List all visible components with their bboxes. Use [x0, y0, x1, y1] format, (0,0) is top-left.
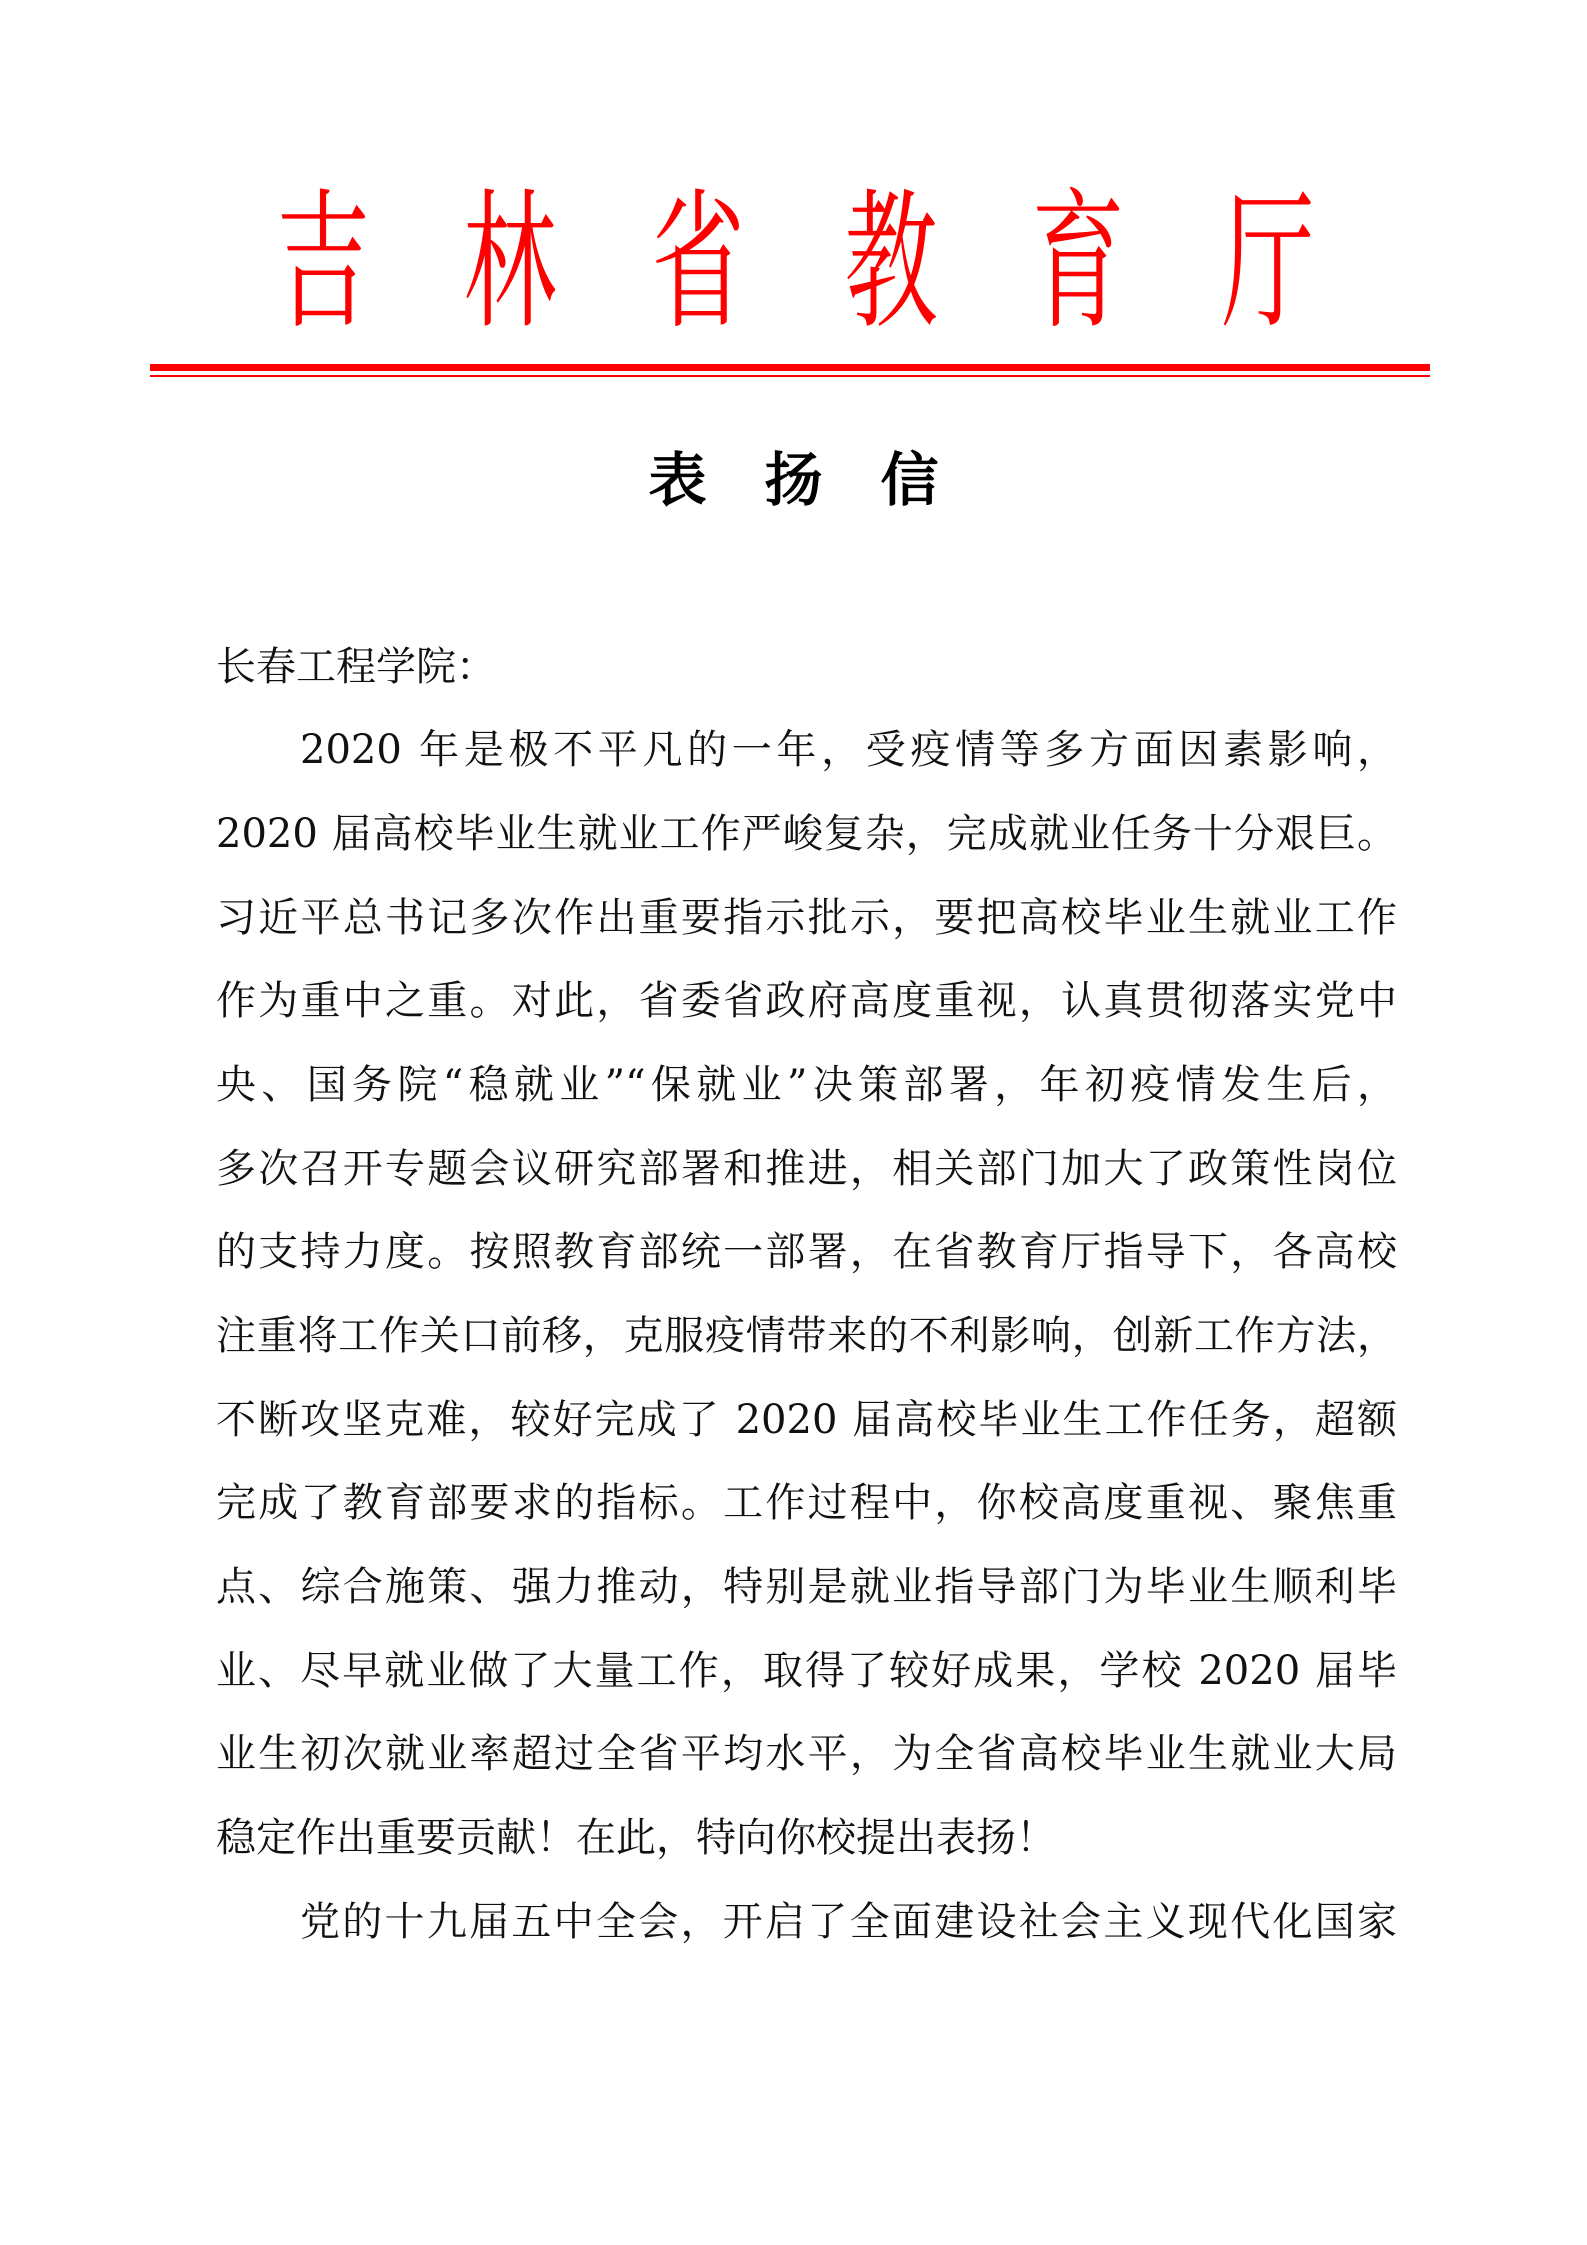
body-line: 习近平总书记多次作出重要指示批示，要把高校毕业生就业工作: [216, 895, 1397, 941]
body-line: 点、综合施策、强力推动，特别是就业指导部门为毕业生顺利毕: [216, 1564, 1397, 1610]
body-line: 注重将工作关口前移，克服疫情带来的不利影响，创新工作方法，: [216, 1313, 1397, 1359]
body-line: 完成了教育部要求的指标。工作过程中，你校高度重视、聚焦重: [216, 1480, 1397, 1526]
body-line: 不断攻坚克难，较好完成了 2020 届高校毕业生工作任务，超额: [216, 1397, 1397, 1443]
body-line: 的支持力度。按照教育部统一部署，在省教育厅指导下，各高校: [216, 1229, 1397, 1275]
letterhead-divider-thick: [150, 364, 1430, 371]
body-line: 党的十九届五中全会，开启了全面建设社会主义现代化国家: [300, 1899, 1397, 1945]
body-line: 稳定作出重要贡献！在此，特向你校提出表扬！: [216, 1815, 1056, 1861]
body-line: 2020 届高校毕业生就业工作严峻复杂，完成就业任务十分艰巨。: [216, 811, 1397, 857]
body-line: 业、尽早就业做了大量工作，取得了较好成果，学校 2020 届毕: [216, 1648, 1397, 1694]
letterhead-char: 省: [651, 176, 745, 350]
body-line: 央、国务院“稳就业”“保就业”决策部署，年初疫情发生后，: [216, 1062, 1397, 1108]
salutation: 长春工程学院：: [216, 644, 496, 690]
letterhead-char: 教: [844, 176, 938, 350]
body-line: 2020 年是极不平凡的一年，受疫情等多方面因素影响，: [300, 727, 1397, 773]
letterhead-char: 林: [463, 176, 557, 350]
letterhead-char: 厅: [1221, 176, 1315, 350]
letterhead-char: 育: [1031, 176, 1125, 350]
letterhead-divider-thin: [150, 375, 1430, 377]
body-line: 业生初次就业率超过全省平均水平，为全省高校毕业生就业大局: [216, 1731, 1397, 1777]
body-line: 作为重中之重。对此，省委省政府高度重视，认真贯彻落实党中: [216, 978, 1397, 1024]
document-title: 表扬信: [648, 446, 997, 514]
letterhead-char: 吉: [276, 176, 370, 350]
body-line: 多次召开专题会议研究部署和推进，相关部门加大了政策性岗位: [216, 1146, 1397, 1192]
